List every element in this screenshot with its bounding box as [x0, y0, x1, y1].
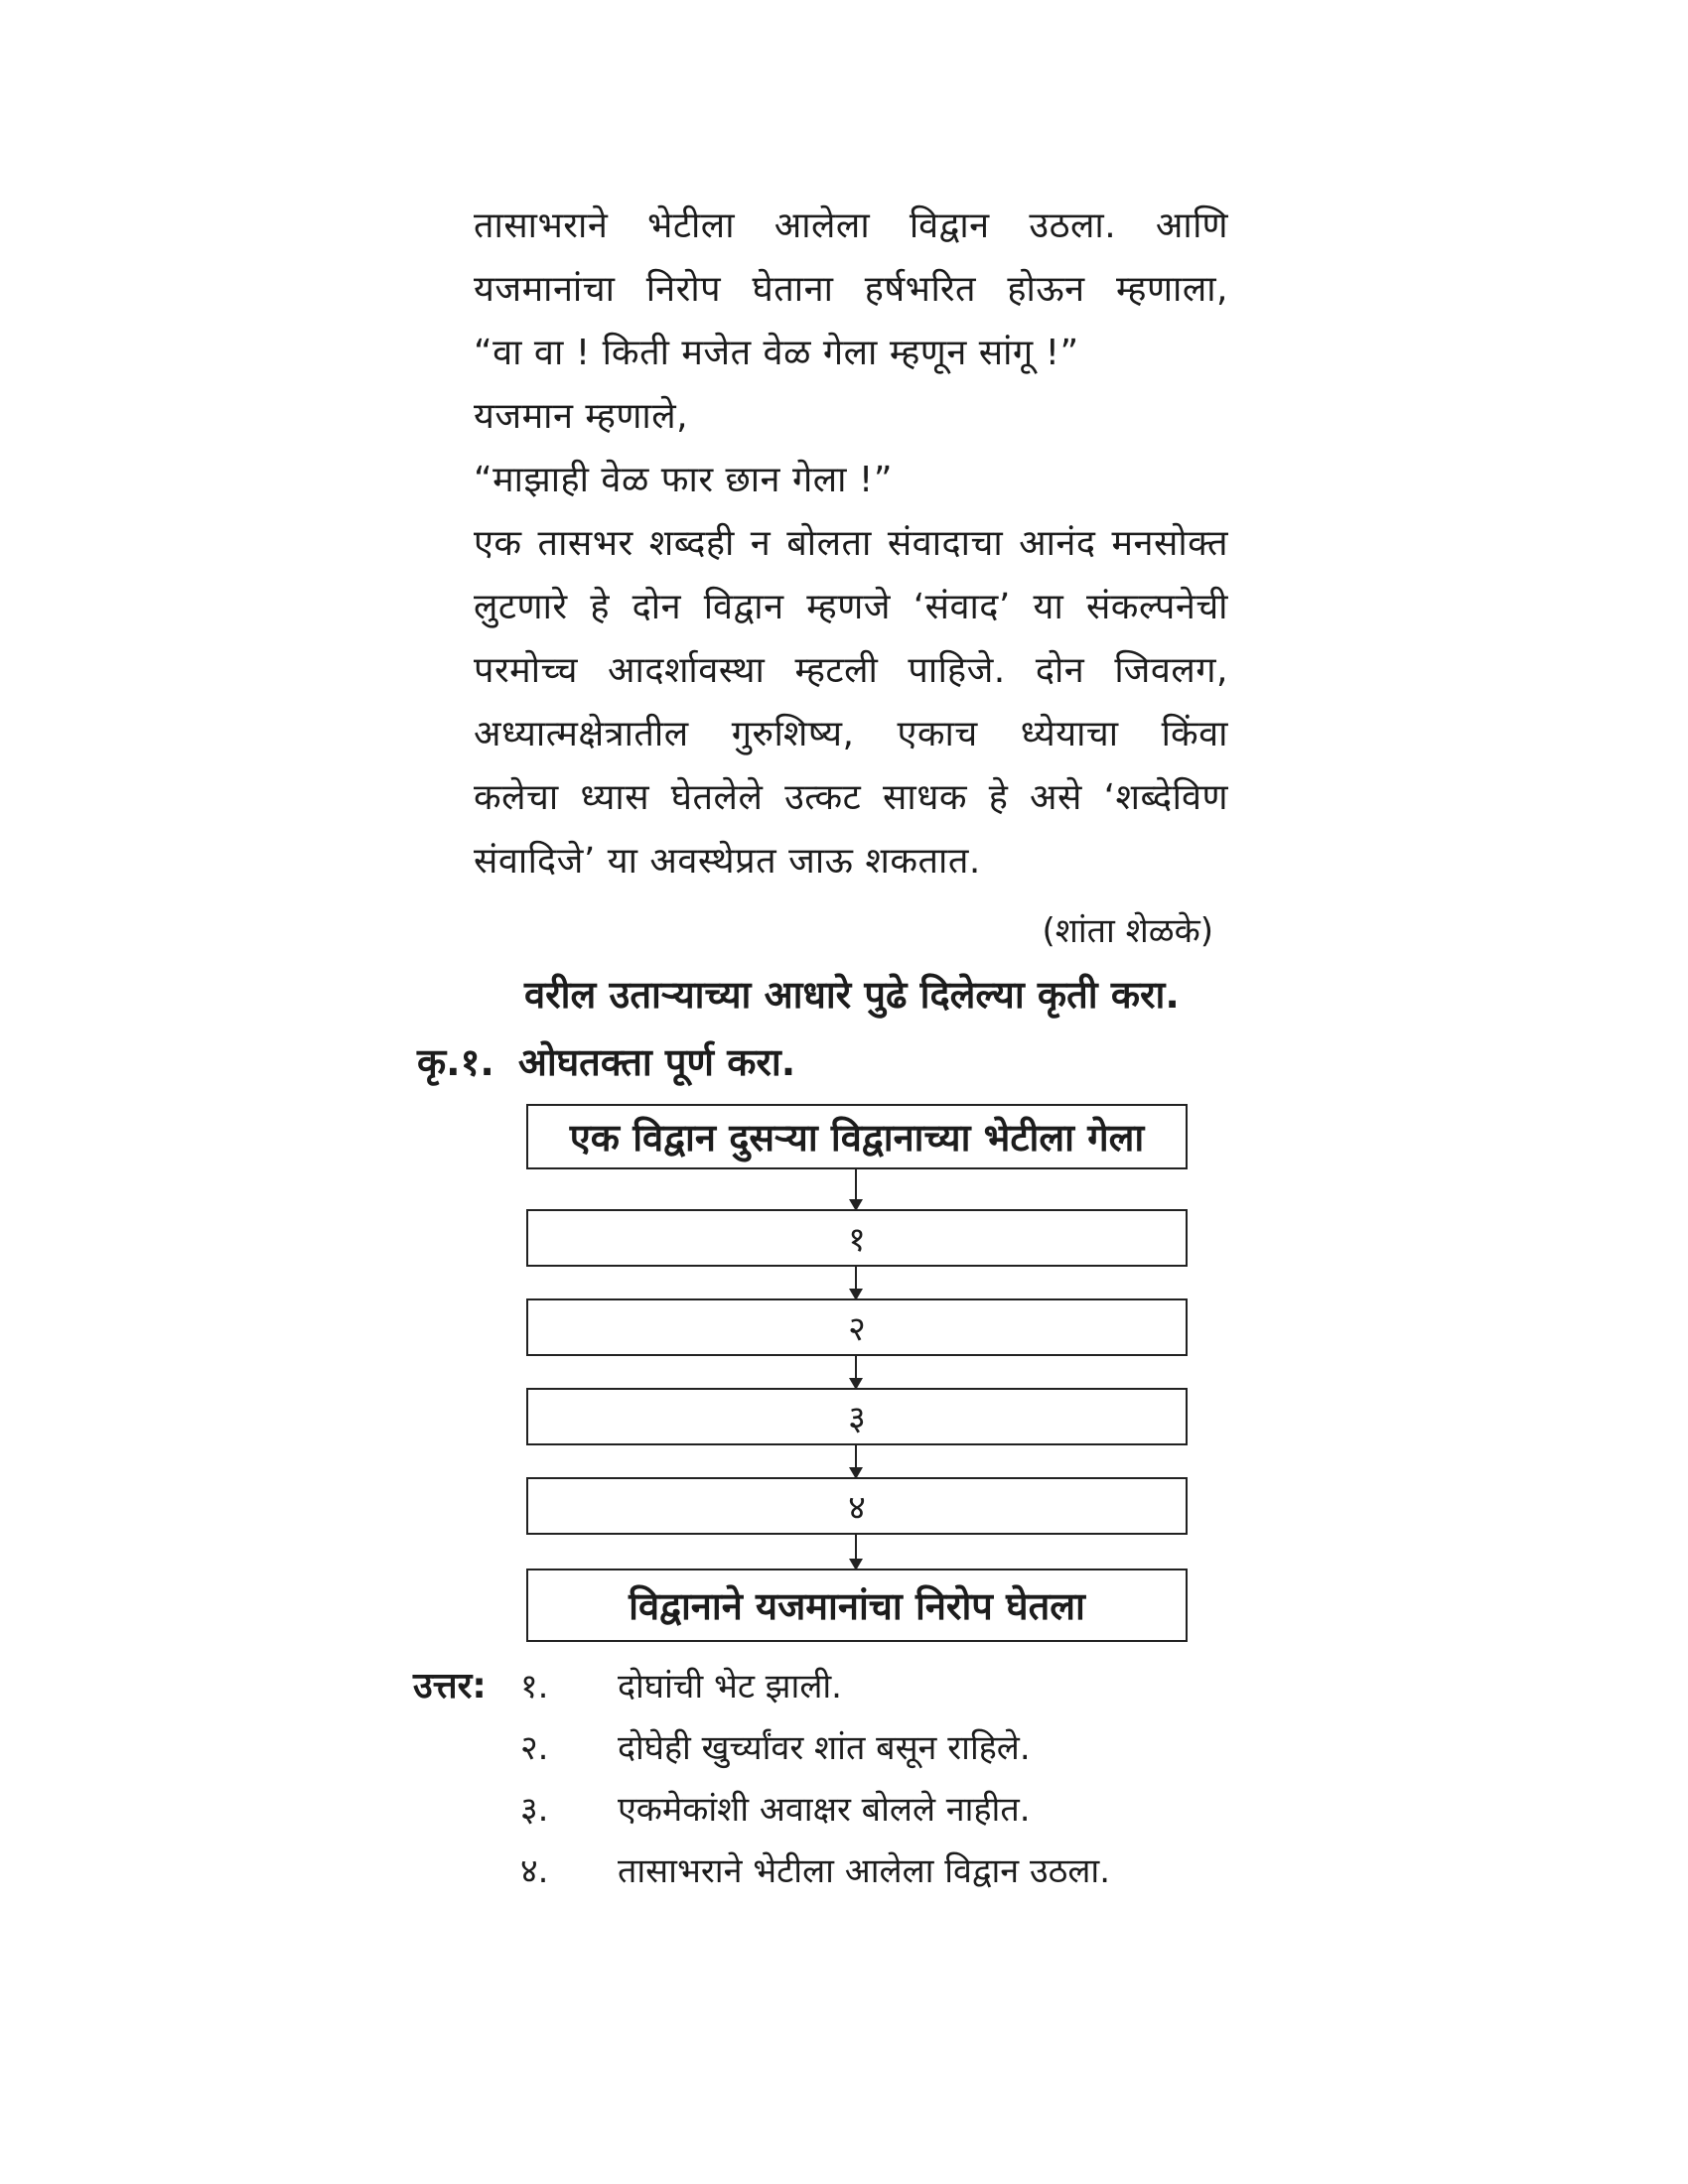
flow-step-box: ३	[526, 1388, 1188, 1445]
flow-step-box: ४	[526, 1477, 1188, 1535]
answer-number: ३.	[520, 1790, 549, 1830]
flowchart	[526, 1104, 1192, 1660]
answer-row	[413, 1656, 1227, 1717]
answer-row	[413, 1779, 1227, 1841]
arrow-down-icon	[855, 1169, 857, 1209]
passage-line: एक तासभर शब्दही न बोलता संवादाचा आनंद मनसोक्त	[474, 523, 1228, 564]
answer-text: दोघेही खुर्च्यांवर शांत बसून राहिले.	[618, 1728, 1031, 1768]
passage-line: तासाभराने भेटीला आलेला विद्वान उठला. आणि	[474, 205, 1228, 246]
passage-line: अध्यात्मक्षेत्रातील गुरुशिष्य, एकाच ध्येयाचा किंवा	[474, 714, 1228, 754]
answer-number: १.	[520, 1667, 549, 1706]
answer-text: तासाभराने भेटीला आलेला विद्वान उठला.	[618, 1851, 1111, 1891]
author-credit: (शांता शेळके)	[1042, 911, 1213, 951]
answer-number: ४.	[520, 1851, 549, 1891]
passage-line: परमोच्च आदर्शावस्था म्हटली पाहिजे. दोन जिवलग,	[474, 650, 1228, 691]
passage	[474, 195, 1228, 893]
arrow-down-icon	[855, 1535, 857, 1569]
question-text: ओघतक्ता पूर्ण करा.	[517, 1040, 796, 1084]
flow-step-box: १	[526, 1209, 1188, 1267]
passage-line: यजमानांचा निरोप घेताना हर्षभरित होऊन म्हणाला,	[474, 269, 1228, 310]
question-number: कृ.१.	[417, 1040, 494, 1084]
arrow-down-icon	[855, 1445, 857, 1477]
answers	[413, 1656, 1227, 1902]
answer-label: उत्तर:	[413, 1666, 487, 1706]
question-heading	[417, 1030, 795, 1094]
flow-end-box: विद्वानाने यजमानांचा निरोप घेतला	[526, 1569, 1188, 1642]
answer-number: २.	[520, 1728, 549, 1768]
passage-line: कलेचा ध्यास घेतलेले उत्कट साधक हे असे ‘शब्देविण	[474, 777, 1228, 818]
answer-row	[413, 1717, 1227, 1779]
instruction: वरील उताऱ्याच्या आधारे पुढे दिलेल्या कृती करा.	[524, 973, 1180, 1017]
passage-line: संवादिजे’ या अवस्थेप्रत जाऊ शकतात.	[474, 841, 981, 882]
arrow-down-icon	[855, 1267, 857, 1298]
arrow-down-icon	[855, 1356, 857, 1388]
passage-line: लुटणारे हे दोन विद्वान म्हणजे ‘संवाद’ या संकल्पनेची	[474, 587, 1228, 627]
answer-row	[413, 1841, 1227, 1902]
answer-text: दोघांची भेट झाली.	[618, 1667, 842, 1706]
flow-step-box: २	[526, 1298, 1188, 1356]
passage-line: यजमान म्हणाले,	[474, 396, 689, 437]
passage-line: “वा वा ! किती मजेत वेळ गेला म्हणून सांगू !”	[474, 333, 1079, 373]
flow-start-box: एक विद्वान दुसऱ्या विद्वानाच्या भेटीला गेला	[526, 1104, 1188, 1169]
answer-text: एकमेकांशी अवाक्षर बोलले नाहीत.	[618, 1790, 1031, 1830]
passage-line: “माझाही वेळ फार छान गेला !”	[474, 460, 894, 500]
